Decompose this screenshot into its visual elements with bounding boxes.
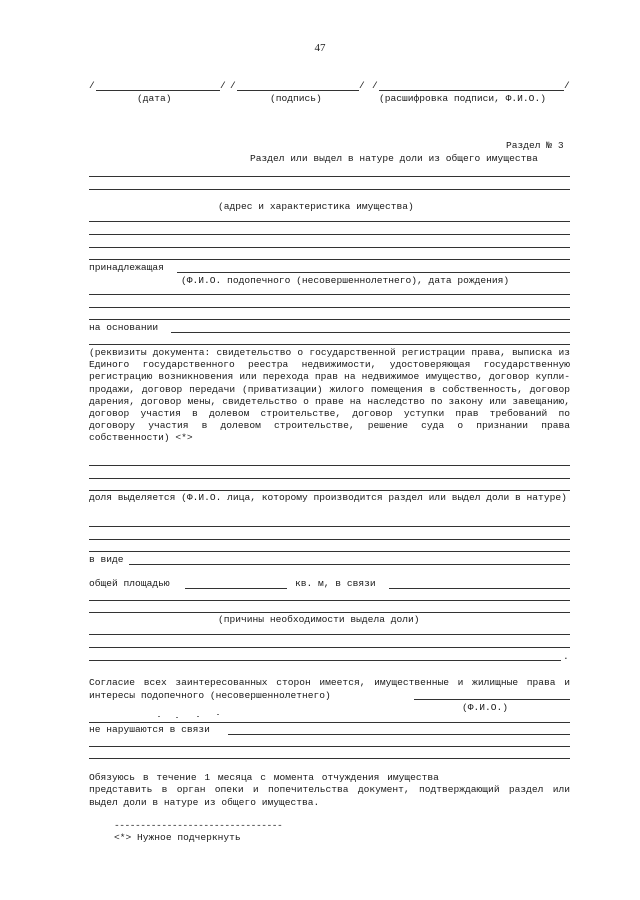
- blank-line: [89, 758, 570, 759]
- slash: /: [359, 80, 365, 91]
- property-caption: (адрес и характеристика имущества): [218, 201, 414, 212]
- blank-line: [89, 294, 570, 295]
- signature-caption: (подпись): [270, 93, 322, 104]
- speck: [158, 716, 160, 717]
- blank-line: [89, 539, 570, 540]
- blank-line: [89, 319, 570, 320]
- blank-line: [89, 478, 570, 479]
- footnote-separator: --------------------------------: [114, 820, 283, 831]
- blank-line: [89, 526, 570, 527]
- blank-line: [89, 307, 570, 308]
- blank-line: [89, 660, 561, 661]
- speck: [217, 714, 219, 715]
- blank-line: [89, 600, 570, 601]
- basis-label: на основании: [89, 322, 159, 333]
- blank-line: [89, 247, 570, 248]
- basis-paragraph: (реквизиты документа: свидетельство о государственной регистрации права, выписка из Единого государственного реестра недвижимости, удостоверяющая государственную регистрацию возникновения или перехода прав на недвижимое имущество, договор купли-продажи, договор передачи (приватизации) жилого помещения в собственность, договор дарения, договор мены, свидетельство о праве на наследство по закону или завещанию, договор участия в долевом строительстве, договор уступки прав требований по договору участия в долевом строительстве, решение суда о признании права собственности) <*>: [89, 347, 570, 444]
- blank-line: [89, 189, 570, 190]
- blank-line: [89, 612, 570, 613]
- obligation-line-1: Обязуюсь в течение 1 месяца с момента отчуждения имущества: [89, 772, 439, 783]
- blank-line: [89, 259, 570, 260]
- ward-caption: (Ф.И.О. подопечного (несовершеннолетнего), дата рождения): [181, 275, 510, 286]
- decoding-line: [379, 90, 564, 91]
- blank-line: [89, 647, 570, 648]
- speck: [176, 717, 178, 718]
- area-value-line: [185, 588, 287, 589]
- slash: /: [220, 80, 226, 91]
- consent-line: [414, 699, 570, 700]
- form-label: в виде: [89, 554, 124, 565]
- obligation-rest: представить в орган опеки и попечительства документ, подтверждающий раздел или выдел доли в натуре из общего имущества.: [89, 784, 570, 808]
- date-caption: (дата): [137, 93, 172, 104]
- not-violated-line: [228, 734, 570, 735]
- form-line: [129, 564, 570, 565]
- not-violated-label: не нарушаются в связи: [89, 724, 210, 735]
- slash: /: [372, 80, 378, 91]
- period: .: [563, 651, 569, 662]
- decoding-caption: (расшифровка подписи, Ф.И.О.): [379, 93, 546, 104]
- fio-caption: (Ф.И.О.): [462, 702, 509, 713]
- blank-line: [89, 344, 570, 345]
- blank-line: [89, 746, 570, 747]
- section-number: Раздел № 3: [506, 140, 564, 151]
- page-number: 47: [314, 42, 326, 54]
- blank-line: [89, 722, 570, 723]
- section-title: Раздел или выдел в натуре доли из общего имущества: [250, 153, 538, 164]
- date-line: [96, 90, 220, 91]
- blank-line: [89, 465, 570, 466]
- reason-line: [389, 588, 570, 589]
- slash: /: [89, 80, 95, 91]
- blank-line: [89, 221, 570, 222]
- share-allocated-text: доля выделяется (Ф.И.О. лица, которому производится раздел или выдел доли в натуре): [89, 492, 567, 503]
- speck: [197, 716, 199, 717]
- reasons-caption: (причины необходимости выдела доли): [218, 614, 420, 625]
- belonging-label: принадлежащая: [89, 262, 164, 273]
- blank-line: [89, 551, 570, 552]
- consent-text: Согласие всех заинтересованных сторон имеется, имущественные и жилищные права и интересы подопечного (несовершеннолетнего): [89, 677, 570, 701]
- belonging-line: [177, 272, 570, 273]
- blank-line: [89, 634, 570, 635]
- slash: /: [230, 80, 236, 91]
- basis-line: [171, 332, 570, 333]
- blank-line: [89, 176, 570, 177]
- slash: /: [564, 80, 570, 91]
- blank-line: [89, 234, 570, 235]
- area-label: общей площадью: [89, 578, 170, 589]
- signature-line: [237, 90, 359, 91]
- blank-line: [89, 490, 570, 491]
- footnote: <*> Нужное подчеркнуть: [114, 832, 241, 843]
- area-unit: кв. м, в связи: [295, 578, 376, 589]
